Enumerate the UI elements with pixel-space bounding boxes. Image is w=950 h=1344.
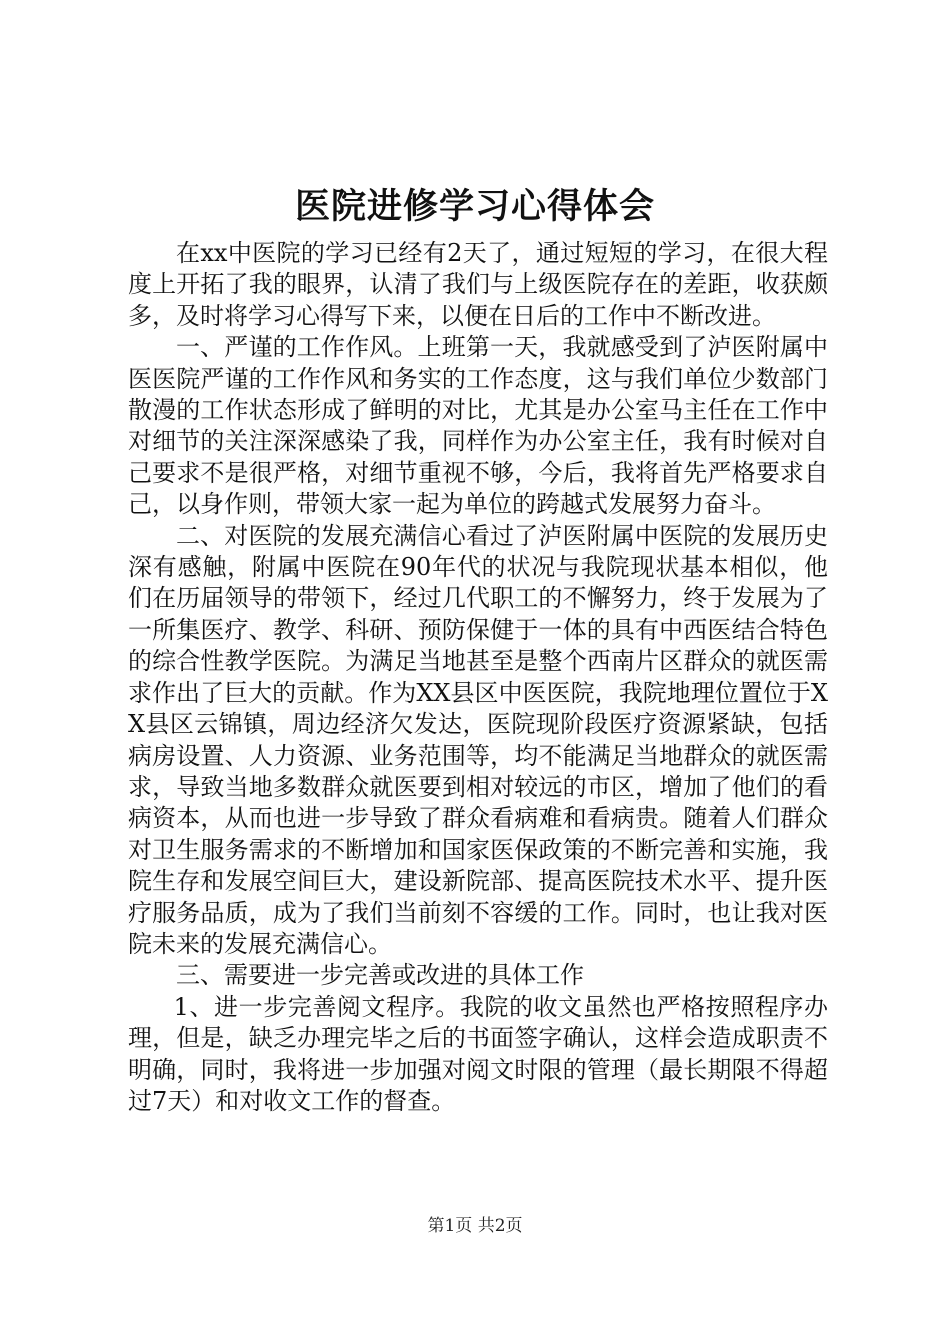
document-title: 医院进修学习心得体会 — [294, 187, 655, 227]
page-footer: 第1页 共2页 — [427, 1216, 523, 1236]
paragraph-intro: 在xx中医院的学习已经有2天了，通过短短的学习，在很大程度上开拓了我的眼界，认清了我们与上级医院存在的差距，收获颇多，及时将学习心得写下来，以便在日后的工作中不断改进。 — [128, 239, 828, 330]
paragraph-section-2: 二、对医院的发展充满信心看过了泸医附属中医院的发展历史深有感触，附属中医院在90年代的状况与我院现状基本相似，他们在历届领导的带领下，经过几代职工的不懈努力，终于发展为了一所集医疗、教学、科研、预防保健于一体的具有中西医结合特色的综合性教学医院。为满足当地甚至是整个西南片区群众的就医需求作出了巨大的贡献。作为XX县区中医医院，我院地理位置位于XX县区云锦镇，周边经济欠发达，医院现阶段医疗资源紧缺，包括病房设置、人力资源、业务范围等，均不能满足当地群众的就医需求，导致当地多数群众就医要到相对较远的市区，增加了他们的看病资本，从而也进一步导致了群众看病难和看病贵。随着人们群众对卫生服务需求的不断增加和国家医保政策的不断完善和实施，我院生存和发展空间巨大，建设新院部、提高医院技术水平、提升医疗服务品质，成为了我们当前刻不容缓的工作。同时，也让我对医院未来的发展充满信心。 — [128, 521, 828, 958]
document-body — [128, 238, 828, 1117]
paragraph-section-3-heading: 三、需要进一步完善或改进的具体工作 — [176, 961, 584, 990]
paragraph-section-1: 一、严谨的工作作风。上班第一天，我就感受到了泸医附属中医医院严谨的工作作风和务实的工作态度，这与我们单位少数部门散漫的工作状态形成了鲜明的对比，尤其是办公室马主任在工作中对细节的关注深深感染了我，同样作为办公室主任，我有时候对自己要求不是很严格，对细节重视不够，今后，我将首先严格要求自己，以身作则，带领大家一起为单位的跨越式发展努力奋斗。 — [128, 333, 828, 519]
paragraph-item-1: 1、进一步完善阅文程序。我院的收文虽然也严格按照程序办理，但是，缺乏办理完毕之后的书面签字确认，这样会造成职责不明确，同时，我将进一步加强对阅文时限的管理（最长期限不得超过7天）和对收文工作的督查。 — [128, 992, 828, 1115]
